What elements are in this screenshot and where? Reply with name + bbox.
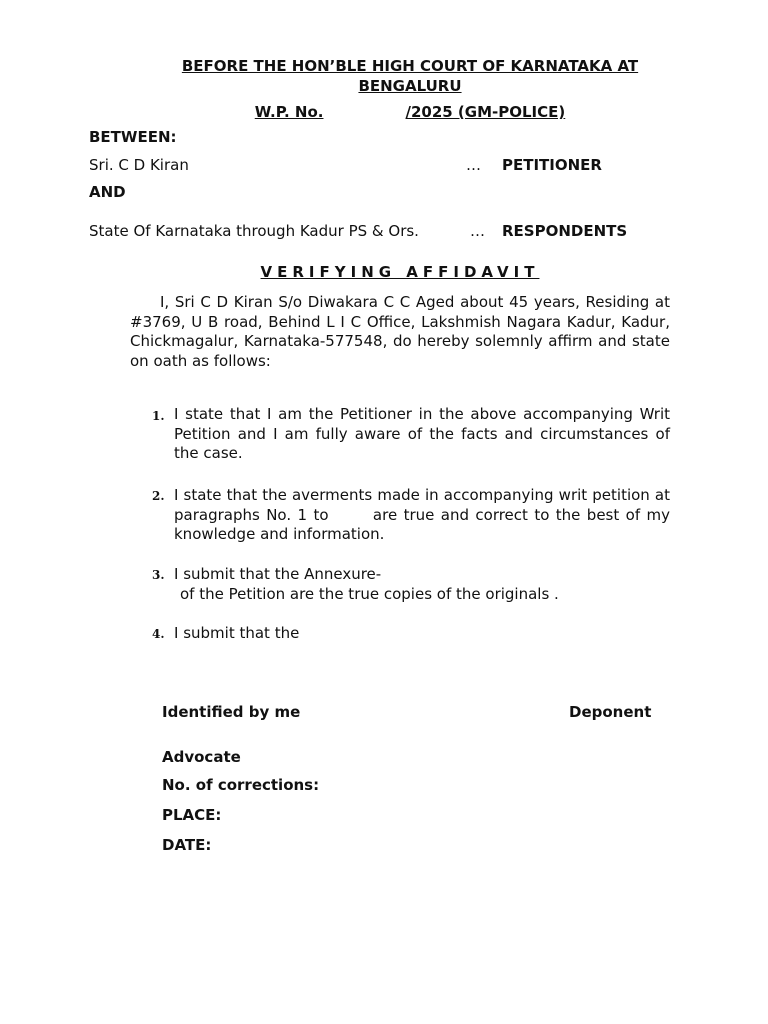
identified-by-label: Identified by me (162, 703, 301, 721)
corrections-label: No. of corrections: (162, 776, 320, 794)
item-number: 1. (152, 409, 165, 423)
date-label: DATE: (162, 836, 212, 854)
deponent-introduction: I, Sri C D Kiran S/o Diwakara C C Aged about 45 years, Residing at #3769, U B road, Behind L I C Office, Lakshmish Nagara Kadur, Kadur, Chickmagalur, Karnataka-577548, do hereby solemnly affirm and state on oath as follows: (130, 293, 670, 370)
petitioner-name: Sri. C D Kiran (89, 156, 189, 174)
affidavit-title: VERIFYING AFFIDAVIT (260, 263, 540, 281)
wp-prefix: W.P. No. (254, 103, 324, 121)
item-2-text-after: are true and correct to the best of my knowledge and information. (174, 505, 670, 543)
petitioner-ellipsis: … (466, 156, 481, 174)
statement-item-4: I submit that the (174, 624, 300, 642)
item-2-text-before: I state that the averments made in accompanying writ petition at paragraphs No. 1 to (174, 486, 670, 524)
statement-item-3-line-1: I submit that the Annexure- (174, 565, 382, 583)
place-label: PLACE: (162, 806, 222, 824)
statement-item-1: I state that I am the Petitioner in the above accompanying Writ Petition and I am fully aware of the facts and circumstances of the case. (174, 405, 670, 462)
respondent-ellipsis: … (470, 222, 485, 240)
deponent-label: Deponent (569, 703, 652, 721)
respondent-name: State Of Karnataka through Kadur PS & Ors. (89, 222, 419, 240)
wp-suffix: /2025 (GM-POLICE) (405, 103, 566, 121)
item-number: 4. (152, 627, 165, 641)
petitioner-label: PETITIONER (502, 156, 602, 174)
statement-item-2 (174, 486, 670, 545)
advocate-label: Advocate (162, 748, 241, 766)
between-label: BETWEEN: (89, 128, 177, 146)
item-number: 3. (152, 568, 165, 582)
item-number: 2. (152, 489, 165, 503)
writ-petition-number (130, 103, 690, 121)
statement-item-3-line-2: of the Petition are the true copies of the originals . (180, 585, 559, 603)
and-label: AND (89, 183, 126, 201)
respondents-label: RESPONDENTS (502, 222, 628, 240)
court-title: BEFORE THE HON’BLE HIGH COURT OF KARNATAKA AT BENGALURU (181, 57, 639, 95)
